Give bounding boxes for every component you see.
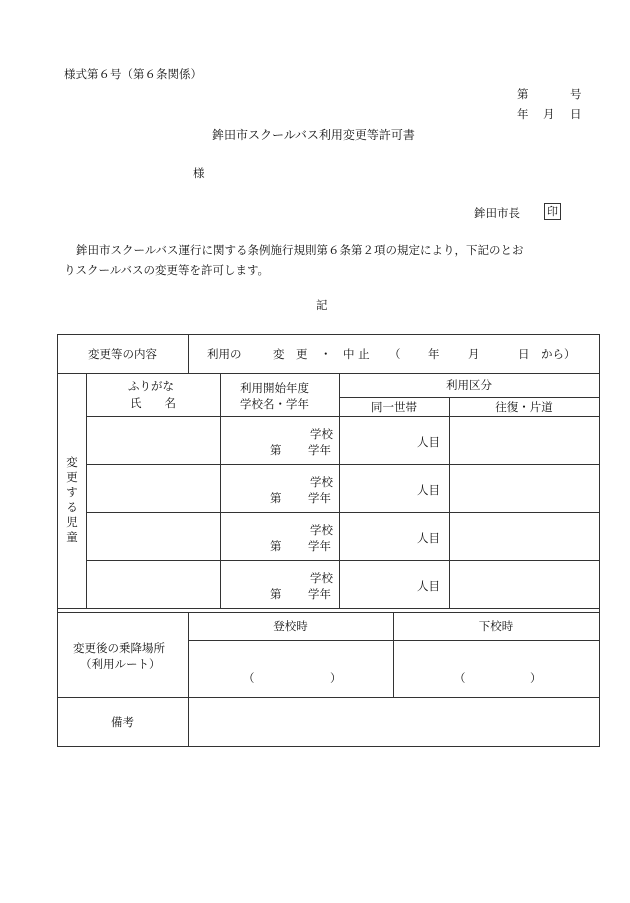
usage-day-from: 日 から） <box>518 347 576 361</box>
remarks-label: 備考 <box>111 714 134 729</box>
school-header-line-2: 学校名・学年 <box>240 397 309 411</box>
change-content-label: 変更等の内容 <box>88 346 157 361</box>
from-school-paren-open: （ <box>454 671 466 685</box>
usage-prefix: 利用の <box>207 347 242 361</box>
person-order: 人目 <box>417 531 440 545</box>
form-number: 様式第６号（第６条関係） <box>64 67 202 81</box>
stop-label-line-1: 変更後の乗降場所 <box>73 641 165 655</box>
date-day: 日 <box>570 107 582 121</box>
furigana-header: ふりがな <box>128 379 174 393</box>
usage-month: 月 <box>468 347 480 361</box>
usage-change-option: 変 更 <box>273 347 308 361</box>
children-vertical-label: 変 更 す る 児 童 <box>66 455 78 544</box>
to-school-paren-open: （ <box>243 671 255 685</box>
grade-suffix: 学年 <box>308 443 331 457</box>
usage-year: 年 <box>428 347 440 361</box>
usage-separator: ・ <box>320 347 332 361</box>
doc-number-prefix: 第 <box>517 87 529 101</box>
date-year: 年 <box>517 107 529 121</box>
person-order: 人目 <box>417 579 440 593</box>
date-month: 月 <box>543 107 555 121</box>
ki-heading: 記 <box>316 298 328 312</box>
doc-number-suffix: 号 <box>570 87 582 101</box>
grade-suffix: 学年 <box>308 539 331 553</box>
from-school-paren-close: ） <box>530 671 542 685</box>
recipient-suffix: 様 <box>193 166 205 180</box>
school-suffix: 学校 <box>310 475 333 489</box>
person-order: 人目 <box>417 435 440 449</box>
to-school-paren-close: ） <box>330 671 342 685</box>
person-order: 人目 <box>417 483 440 497</box>
body-text-line-1: 鉾田市スクールバス運行に関する条例施行規則第６条第２項の規定により，下記のとお <box>76 243 524 257</box>
school-header-line-1: 利用開始年度 <box>240 381 309 395</box>
stop-label-line-2: （利用ルート） <box>80 657 161 671</box>
grade-suffix: 学年 <box>308 587 331 601</box>
body-text-line-2: りスクールバスの変更等を許可します。 <box>64 263 270 277</box>
grade-prefix: 第 <box>270 539 282 553</box>
grade-prefix: 第 <box>270 491 282 505</box>
seal-stamp: 印 <box>544 203 561 220</box>
same-household-header: 同一世帯 <box>371 399 417 414</box>
to-school-header: 登校時 <box>273 619 308 633</box>
grade-prefix: 第 <box>270 587 282 601</box>
round-trip-header: 往復・片道 <box>495 399 553 414</box>
from-school-header: 下校時 <box>478 619 514 633</box>
grade-suffix: 学年 <box>308 491 331 505</box>
usage-category-header: 利用区分 <box>446 378 492 392</box>
document-title: 鉾田市スクールバス利用変更等許可書 <box>212 128 415 142</box>
school-suffix: 学校 <box>310 523 333 537</box>
school-suffix: 学校 <box>310 427 333 441</box>
name-header: 氏 名 <box>130 396 176 410</box>
usage-open-paren: （ <box>389 347 401 361</box>
grade-prefix: 第 <box>270 443 282 457</box>
school-suffix: 学校 <box>310 571 333 585</box>
usage-stop-option: 中 止 <box>343 347 370 361</box>
issuer-name: 鉾田市長 <box>474 206 520 220</box>
